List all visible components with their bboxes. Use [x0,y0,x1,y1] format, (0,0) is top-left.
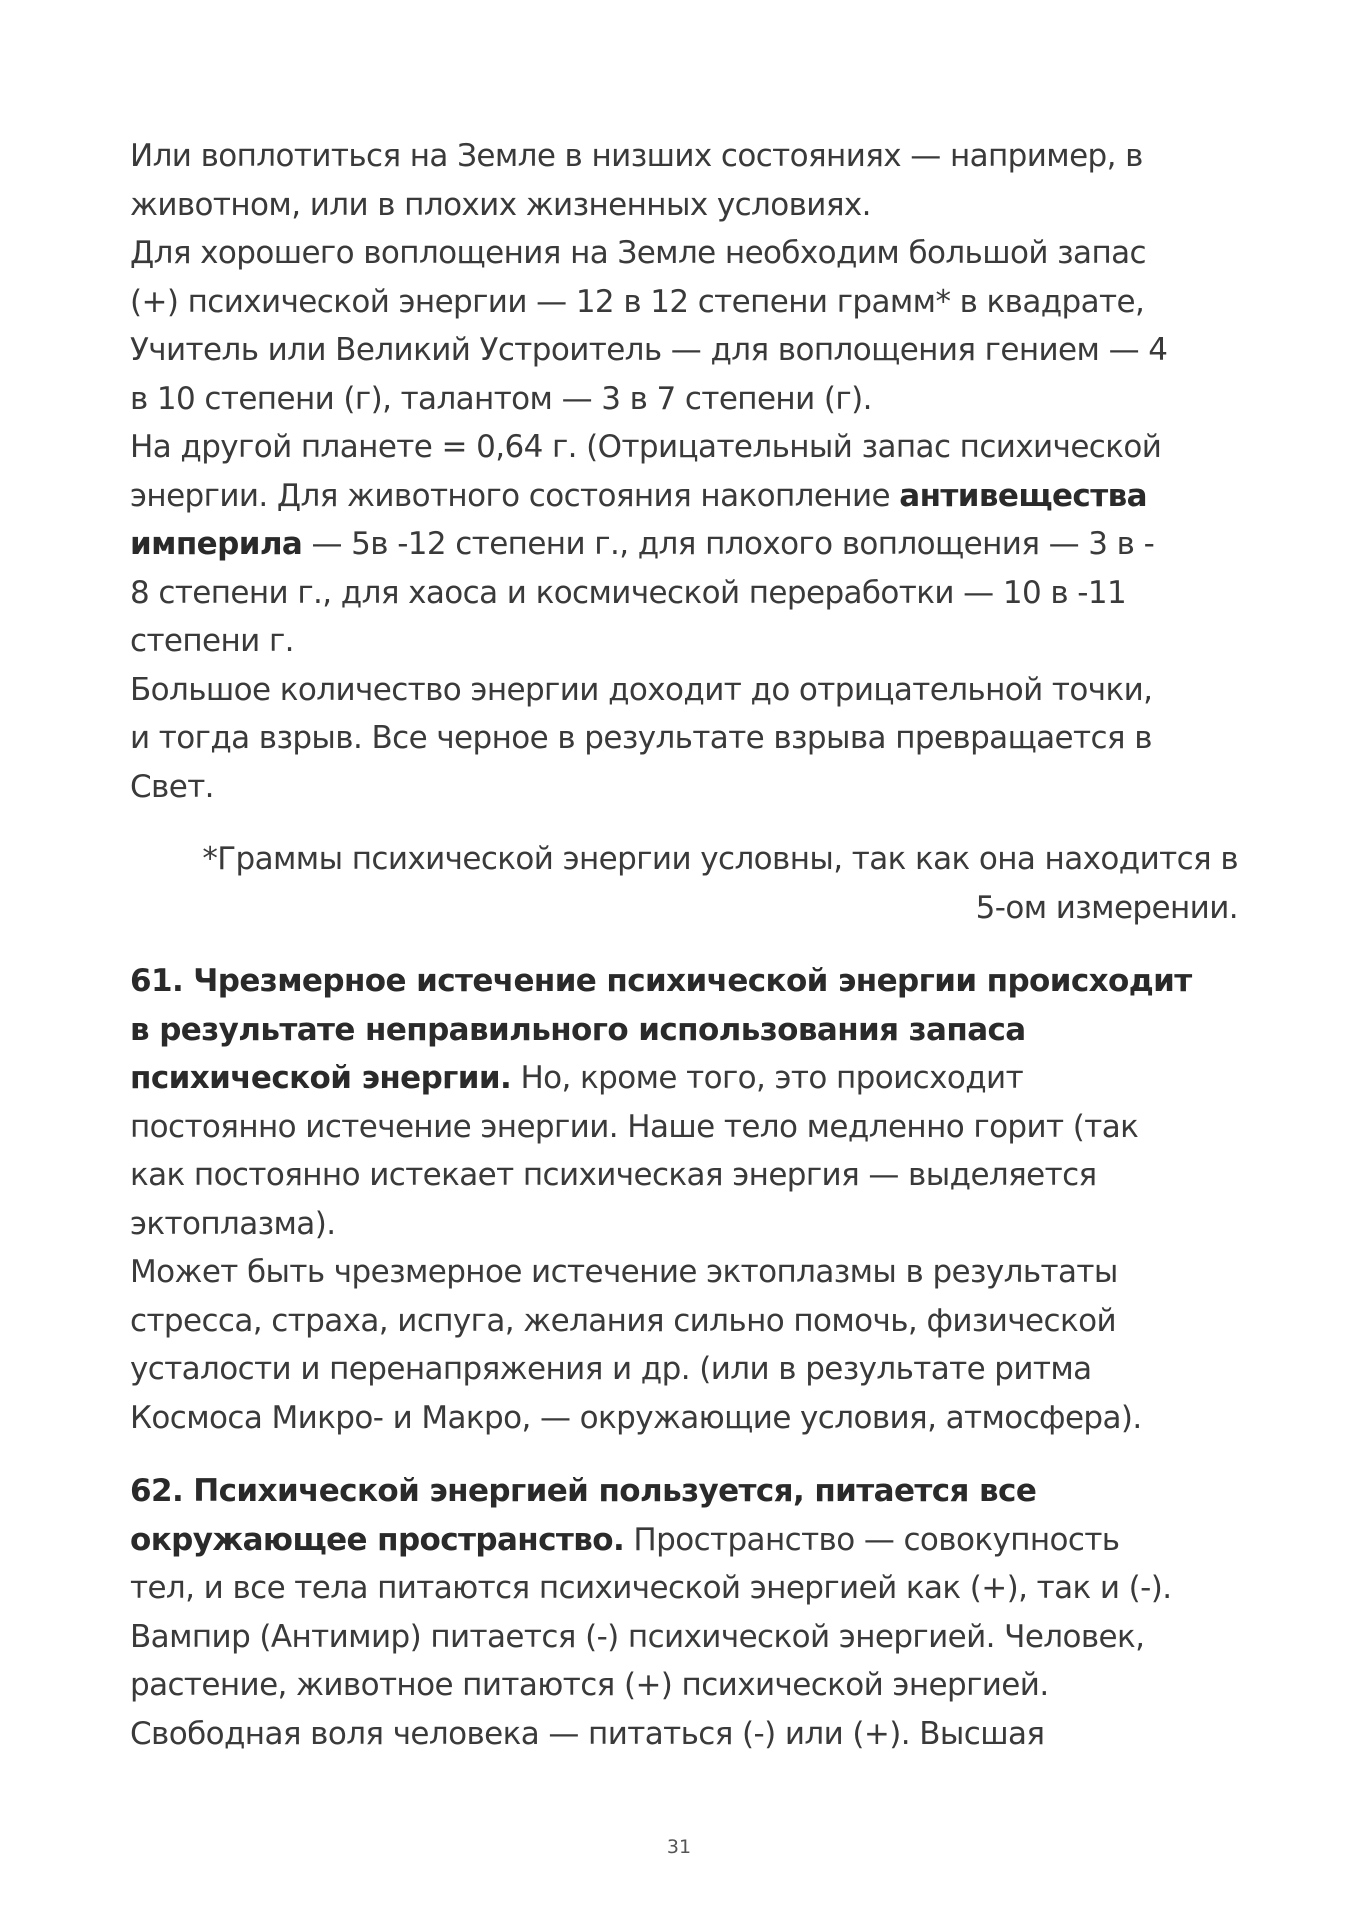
text-line: 8 степени г., для хаоса и космической переработки — 10 в -11 [130,574,1127,611]
text-line [130,1516,1238,1565]
text-line [130,472,1238,521]
bold-term-antimatter: антивещества [899,477,1147,514]
footnote-line: 5-ом измерении. [975,889,1238,926]
page-content [130,132,1238,1758]
page-number: 31 [666,1836,692,1858]
text-line: (+) психической энергии — 12 в 12 степени грамм* в квадрате, [130,283,1145,320]
text-line: эктоплазма). [130,1205,336,1242]
text-line: тел, и все тела питаются психической энергией как (+), так и (-). [130,1570,1172,1606]
text-line: постоянно истечение энергии. Наше тело медленно горит (так [130,1108,1139,1145]
text-run: энергии. Для животного состояния накопление [130,477,900,514]
text-line [130,520,1238,569]
text-line: Может быть чрезмерное истечение эктоплазмы в результаты [130,1254,1118,1290]
text-line: степени г. [130,623,294,659]
footnote [130,835,1238,932]
paragraph-energy-reserves [130,132,1238,811]
section-heading-line: 62. Психической энергией пользуется, питается все [130,1473,1037,1509]
text-line: Для хорошего воплощения на Земле необходим большой запас [130,235,1146,271]
text-run: — 5в -12 степени г., для плохого воплощения — 3 в - [302,526,1155,562]
section-61 [130,957,1238,1442]
text-line: На другой планете = 0,64 г. (Отрицательный запас психической [130,429,1162,465]
text-line: как постоянно истекает психическая энергия — выделяется [130,1157,1097,1193]
section-heading-end: психической энергии. [130,1060,512,1096]
text-line: Большое количество энергии доходит до отрицательной точки, [130,671,1153,708]
text-line: Свободная воля человека — питаться (-) или (+). Высшая [130,1715,1045,1752]
text-line: растение, животное питаются (+) психической энергией. [130,1667,1049,1703]
text-run: Пространство — совокупность [624,1521,1120,1558]
text-line: Вампир (Антимир) питается (-) психической энергией. Человек, [130,1618,1145,1655]
section-heading-end: окружающее пространство. [130,1521,625,1558]
section-62 [130,1467,1238,1758]
footnote-line: *Граммы психической энергии условны, так как она находится в [202,841,1238,877]
text-line: животном, или в плохих жизненных условиях. [130,186,871,223]
text-line: Космоса Микро- и Макро, — окружающие условия, атмосфера). [130,1399,1142,1436]
text-line: Свет. [130,768,214,805]
text-line: Или воплотиться на Земле в низших состояниях — например, в [130,138,1143,174]
text-run: Но, кроме того, это происходит [511,1060,1024,1096]
text-line: Учитель или Великий Устроитель — для воплощения гением — 4 [130,332,1168,368]
text-line: и тогда взрыв. Все черное в результате взрыва превращается в [130,720,1152,756]
section-heading-line: 61. Чрезмерное истечение психической энергии происходит [130,963,1192,999]
text-line: стресса, страха, испуга, желания сильно помочь, физической [130,1302,1116,1339]
text-line: усталости и перенапряжения и др. (или в результате ритма [130,1351,1092,1387]
text-line: в 10 степени (г), талантом — 3 в 7 степени (г). [130,380,872,417]
text-line [130,1054,1238,1103]
section-heading-line: в результате неправильного использования запаса [130,1011,1026,1048]
bold-term-imperil: империла [130,526,303,562]
